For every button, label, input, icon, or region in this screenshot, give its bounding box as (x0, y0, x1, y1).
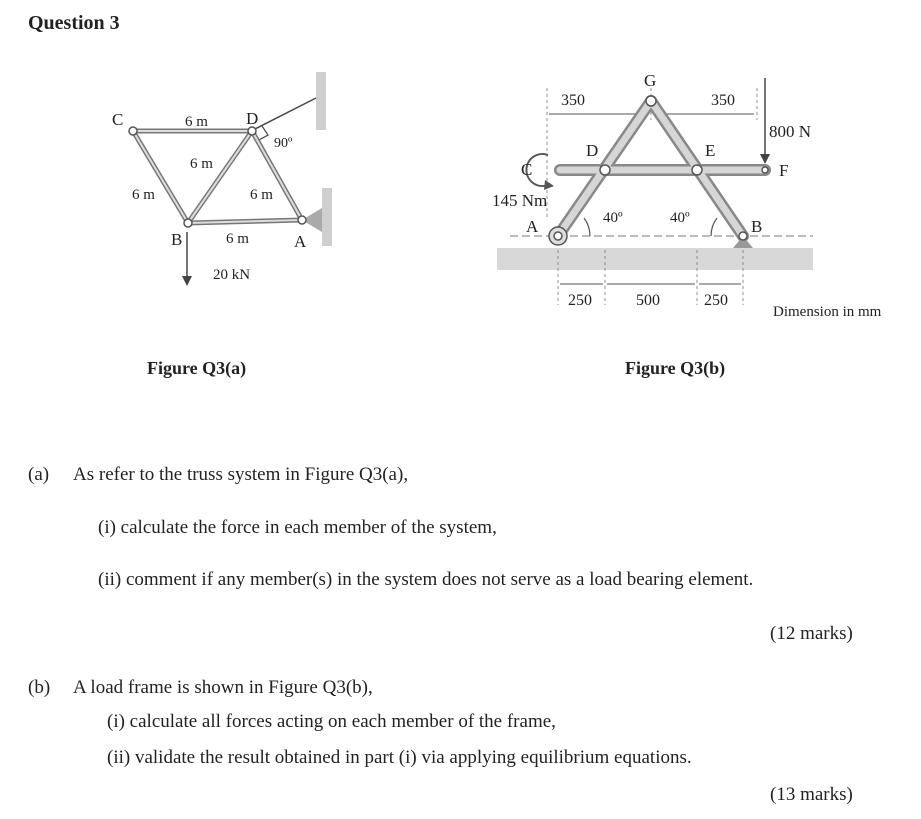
part-b-text: A load frame is shown in Figure Q3(b), (73, 677, 373, 698)
label-a: A (294, 232, 307, 251)
joint-f (762, 167, 768, 173)
part-a-item-ii: (ii) comment if any member(s) in the system does not serve as a load bearing element. (98, 569, 754, 590)
dim-250-left: 250 (568, 292, 592, 309)
label-b: B (751, 217, 763, 236)
dim-350-left: 350 (561, 92, 585, 109)
part-b-item-ii: (ii) validate the result obtained in part (i) via applying equilibrium equations. (107, 747, 692, 768)
part-b-item-i: (i) calculate all forces acting on each member of the frame, (107, 711, 556, 732)
dim-ad: 6 m (250, 187, 273, 203)
label-c: C (521, 160, 533, 179)
caption-figure-q3b: Figure Q3(b) (625, 358, 726, 378)
dim-250-right: 250 (704, 292, 728, 309)
dim-ab: 6 m (226, 231, 249, 247)
question-title: Question 3 (28, 12, 120, 34)
label-f: F (779, 161, 789, 180)
label-c: C (112, 110, 124, 129)
part-b-label: (b) (28, 677, 51, 698)
angle-label-right: 40º (670, 210, 690, 226)
angle-label-left: 40º (603, 210, 623, 226)
part-b-marks: (13 marks) (770, 784, 853, 805)
ground (497, 248, 813, 270)
angle-arc-right (711, 218, 717, 236)
label-a: A (526, 217, 539, 236)
dim-500: 500 (636, 292, 660, 309)
part-a-marks: (12 marks) (770, 623, 853, 644)
moment-label: 145 Nm (492, 191, 548, 210)
part-a-label: (a) (28, 464, 50, 485)
joint-d (600, 165, 610, 175)
part-a-text: As refer to the truss system in Figure Q3(a), (73, 464, 409, 485)
label-e: E (705, 141, 716, 160)
joint-e (692, 165, 702, 175)
label-b: B (171, 230, 183, 249)
label-g: G (644, 71, 657, 90)
part-a-item-i: (i) calculate the force in each member of the system, (98, 517, 497, 538)
dim-350-right: 350 (711, 92, 735, 109)
label-d: D (246, 109, 259, 128)
angle-90: 90º (274, 136, 293, 151)
joint-b (739, 232, 747, 240)
label-d: D (586, 141, 599, 160)
joint-a (554, 232, 562, 240)
caption-figure-q3a: Figure Q3(a) (147, 358, 247, 378)
load-label: 20 kN (213, 267, 251, 283)
force-label: 800 N (769, 122, 812, 141)
dim-bd: 6 m (190, 156, 213, 172)
joint-g (646, 96, 656, 106)
angle-arc-left (584, 218, 590, 236)
dim-bc: 6 m (132, 187, 155, 203)
units-note: Dimension in mm (773, 304, 882, 320)
dim-cd: 6 m (185, 114, 208, 130)
